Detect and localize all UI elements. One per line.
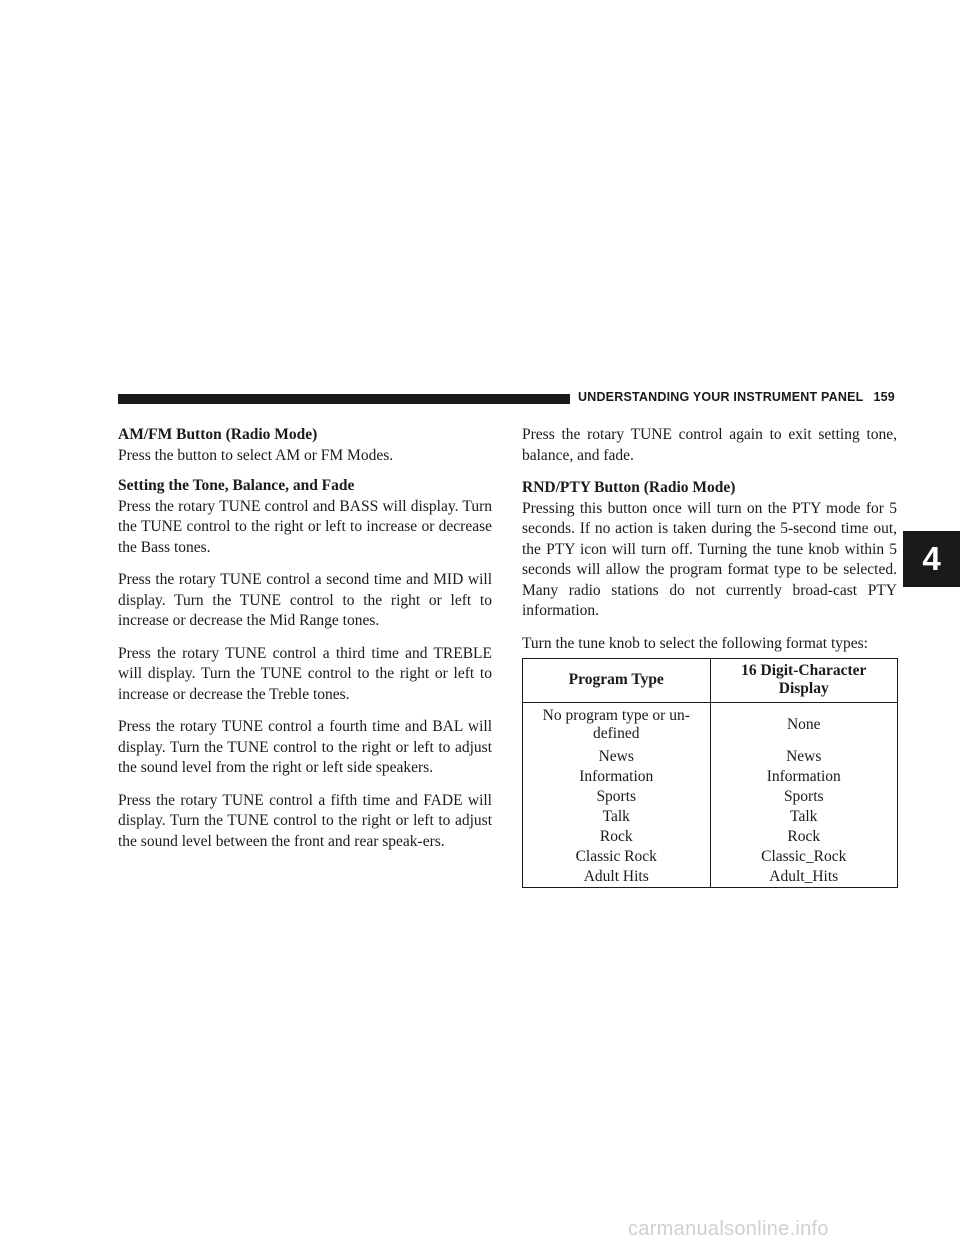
rnd-text: Pressing this button once will turn on the PTY mode for 5 seconds. If no action is taken during the 5-second time out, the PTY icon will turn off. Turning the tune knob within 5 seconds will allow the program format type to be selected. Many radio stations do not currently broad-cast PTY information. <box>522 499 897 619</box>
table-intro: Turn the tune knob to select the following format types: <box>522 634 868 652</box>
table-cell: Rock <box>523 827 711 847</box>
running-header <box>578 390 895 404</box>
column-header: Program Type <box>523 659 711 703</box>
rnd-heading: RND/PTY Button (Radio Mode) <box>522 479 736 496</box>
left-column <box>118 425 492 864</box>
table-row <box>523 827 898 847</box>
program-type-table <box>522 658 898 888</box>
tone-paragraph-1: Press the rotary TUNE control and BASS will display. Turn the TUNE control to the right or left to increase or decrease the Bass tones. <box>118 497 492 556</box>
table-cell: No program type or un-defined <box>523 703 711 748</box>
header-title: UNDERSTANDING YOUR INSTRUMENT PANEL <box>578 390 864 404</box>
table-cell: Information <box>523 767 711 787</box>
table-cell: Rock <box>710 827 898 847</box>
table-cell: News <box>710 747 898 767</box>
table-row <box>523 807 898 827</box>
table-cell: Sports <box>710 787 898 807</box>
table-row <box>523 767 898 787</box>
header-rule <box>118 394 570 404</box>
section-tab[interactable]: 4 <box>903 531 960 587</box>
column-header: 16 Digit-Character Display <box>710 659 898 703</box>
table-cell: Adult_Hits <box>710 867 898 888</box>
table-cell: Information <box>710 767 898 787</box>
table-row <box>523 867 898 888</box>
table-cell: Classic Rock <box>523 847 711 867</box>
tone-paragraph-5: Press the rotary TUNE control a fifth time and FADE will display. Turn the TUNE control to the right or left to adjust the sound level between the front and rear speak-ers. <box>118 791 492 850</box>
amfm-text: Press the button to select AM or FM Modes. <box>118 446 394 464</box>
watermark: carmanualsonline.info <box>628 1218 829 1240</box>
table-row <box>523 787 898 807</box>
tone-paragraph-2: Press the rotary TUNE control a second time and MID will display. Turn the TUNE control to the right or left to increase or decrease the Mid Range tones. <box>118 571 492 629</box>
tone-paragraph-3: Press the rotary TUNE control a third time and TREBLE will display. Turn the TUNE control to the right or left to increase or decrease the Treble tones. <box>118 644 492 703</box>
table-cell: Talk <box>523 807 711 827</box>
table-cell: Talk <box>710 807 898 827</box>
exit-text: Press the rotary TUNE control again to exit setting tone, balance, and fade. <box>522 426 897 464</box>
table-row <box>523 747 898 767</box>
table-cell: News <box>523 747 711 767</box>
table-cell: Classic_Rock <box>710 847 898 867</box>
page-number: 159 <box>873 390 895 404</box>
tone-paragraph-4: Press the rotary TUNE control a fourth time and BAL will display. Turn the TUNE control to the right or left to adjust the sound level from the right or left side speakers. <box>118 718 492 776</box>
table-header-row <box>523 659 898 703</box>
table-cell: Adult Hits <box>523 867 711 888</box>
table-row <box>523 847 898 867</box>
table-cell: Sports <box>523 787 711 807</box>
tone-heading: Setting the Tone, Balance, and Fade <box>118 477 355 494</box>
table-row <box>523 703 898 748</box>
table-cell: None <box>710 703 898 748</box>
amfm-heading: AM/FM Button (Radio Mode) <box>118 426 318 443</box>
right-column <box>522 425 897 888</box>
